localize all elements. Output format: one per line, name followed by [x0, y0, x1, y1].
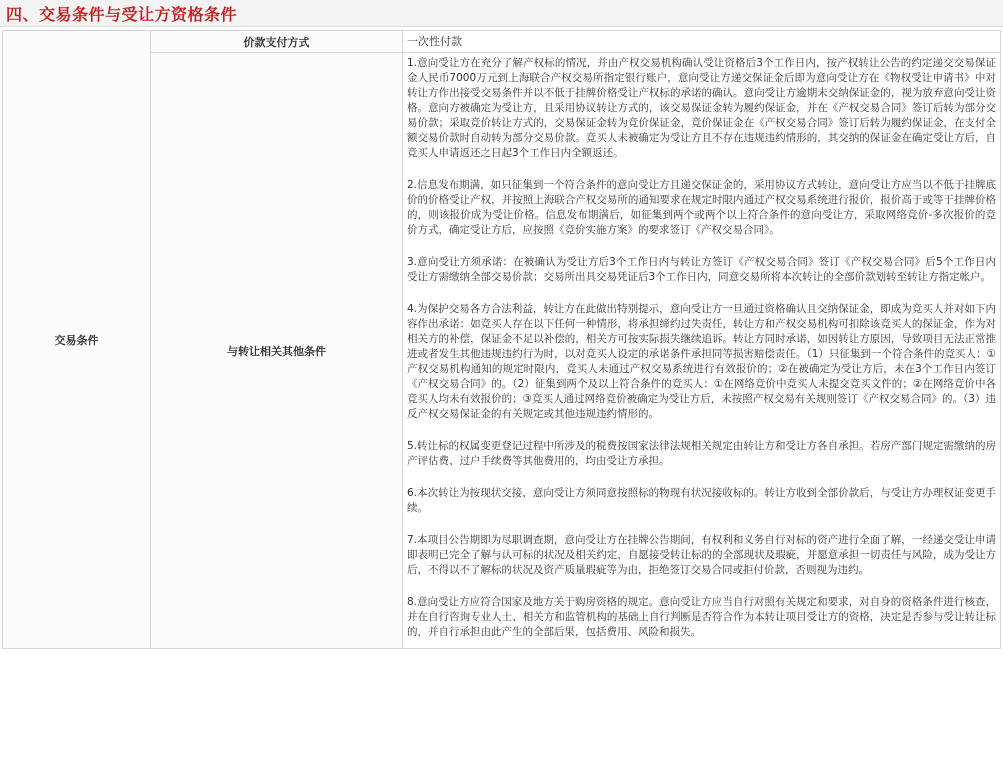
other-conditions-value [403, 53, 1001, 649]
condition-paragraph-1: 1.意向受让方在充分了解产权标的情况，并由产权交易机构确认受让资格后3个工作日内，按产权转让公告的约定递交交易保证金人民币7000万元到上海联合产权交易所指定银行账户，意向受让方递交保证金后即为意向受让方在《物权受让申请书》中对转让方作出接受交易条件并以不低于挂牌价格受让产权标的承诺的确认。意向受让方逾期未交纳保证金的，视为放弃意向受让资格。意向方被确定为受让方，且采用协议转让方式的，该交易保证金转为履约保证金，并在《产权交易合同》签订后转为部分交易价款；采取竞价转让方式的，交易保证金转为竞价保证金，竞价保证金在《产权交易合同》签订后转为履约保证金，在支付全额交易价款时自动转为部分交易价款。竞买人未被确定为受让方且不存在违规违约情形的，其交纳的保证金在确定受让方后，自竞买人申请返还之日起3个工作日内全额返还。 [407, 57, 996, 159]
payment-value: 一次性付款 [403, 31, 1001, 53]
condition-paragraph-6: 6.本次转让为按现状交接，意向受让方须同意按照标的物现有状况接收标的。转让方收到全部价款后，与受让方办理权证变更手续。 [407, 487, 996, 514]
payment-label: 价款支付方式 [151, 31, 403, 53]
condition-paragraph-2: 2.信息发布期满，如只征集到一个符合条件的意向受让方且递交保证金的，采用协议方式转让，意向受让方应当以不低于挂牌底价的价格受让产权，并按照上海联合产权交易所的通知要求在规定时限内通过产权交易系统进行报价，报价高于或等于挂牌价格的，则该报价成为受让价格。信息发布期满后，如征集到两个或两个以上符合条件的意向受让方，采取网络竞价-多次报价的竞价方式，确定受让方后，应按照《竞价实施方案》的要求签订《产权交易合同》。 [407, 179, 996, 236]
section-title: 四、交易条件与受让方资格条件 [6, 4, 238, 24]
other-conditions-label: 与转让相关其他条件 [151, 53, 403, 649]
condition-paragraph-5: 5.转让标的权属变更登记过程中所涉及的税费按国家法律法规相关规定由转让方和受让方各自承担。若房产部门规定需缴纳的房产评估费、过户手续费等其他费用的，均由受让方承担。 [407, 440, 996, 467]
trade-conditions-table [2, 30, 1001, 649]
section-header [0, 0, 1003, 27]
table-row [3, 53, 1001, 649]
condition-paragraph-7: 7.本项目公告期即为尽职调查期，意向受让方在挂牌公告期间，有权利和义务自行对标的资产进行全面了解，一经递交受让申请即表明已完全了解与认可标的状况及相关约定，自愿接受转让标的的全部现状及瑕疵，并愿意承担一切责任与风险，成为受让方后，不得以不了解标的状况及资产质量瑕疵等为由，拒绝签订交易合同或拒付价款，否则视为违约。 [407, 534, 996, 576]
condition-paragraph-8: 8.意向受让方应符合国家及地方关于购房资格的规定。意向受让方应当自行对照有关规定和要求，对自身的资格条件进行核查，并在自行咨询专业人士、相关方和监管机构的基础上自行判断是否符合作为本转让项目受让方的资格，决定是否参与受让转让标的，并自行承担由此产生的全部后果，包括费用、风险和损失。 [407, 596, 996, 638]
condition-paragraph-4: 4.为保护交易各方合法利益，转让方在此做出特别提示，意向受让方一旦通过资格确认且交纳保证金，即成为竞买人并对如下内容作出承诺：如竞买人存在以下任何一种情形，将承担缔约过失责任，转让方和产权交易机构可扣除该竞买人的保证金，作为对相关方的补偿，保证金不足以补偿的，相关方可按实际损失继续追诉。转让方同时承诺，如因转让方原因，导致项目无法正常推进或者发生其他违规违约行为时，以对竞买人设定的承诺条件承担同等损害赔偿责任。（1）只征集到一个符合条件的竞买人：①产权交易机构通知的规定时限内，竞买人未通过产权交易系统进行有效报价的；②在被确定为受让方后，未在3个工作日内签订《产权交易合同》的。（2）征集到两个及以上符合条件的竞买人：①在网络竞价中竞买人未提交竞买文件的；②在网络竞价中各竞买人均未有效报价的；③竞买人通过网络竞价被确定为受让方后，未按照产权交易有关规则签订《产权交易合同》的。（3）违反产权交易保证金的有关规定或其他违规违约情形的。 [407, 303, 996, 420]
table-row [3, 31, 1001, 53]
condition-paragraph-3: 3.意向受让方须承诺：在被确认为受让方后3个工作日内与转让方签订《产权交易合同》签订《产权交易合同》后5个工作日内受让方需缴纳全部交易价款；交易所出具交易凭证后3个工作日内，同意交易所将本次转让的全部价款划转至转让方指定帐户。 [407, 256, 996, 283]
category-cell: 交易条件 [3, 31, 151, 649]
